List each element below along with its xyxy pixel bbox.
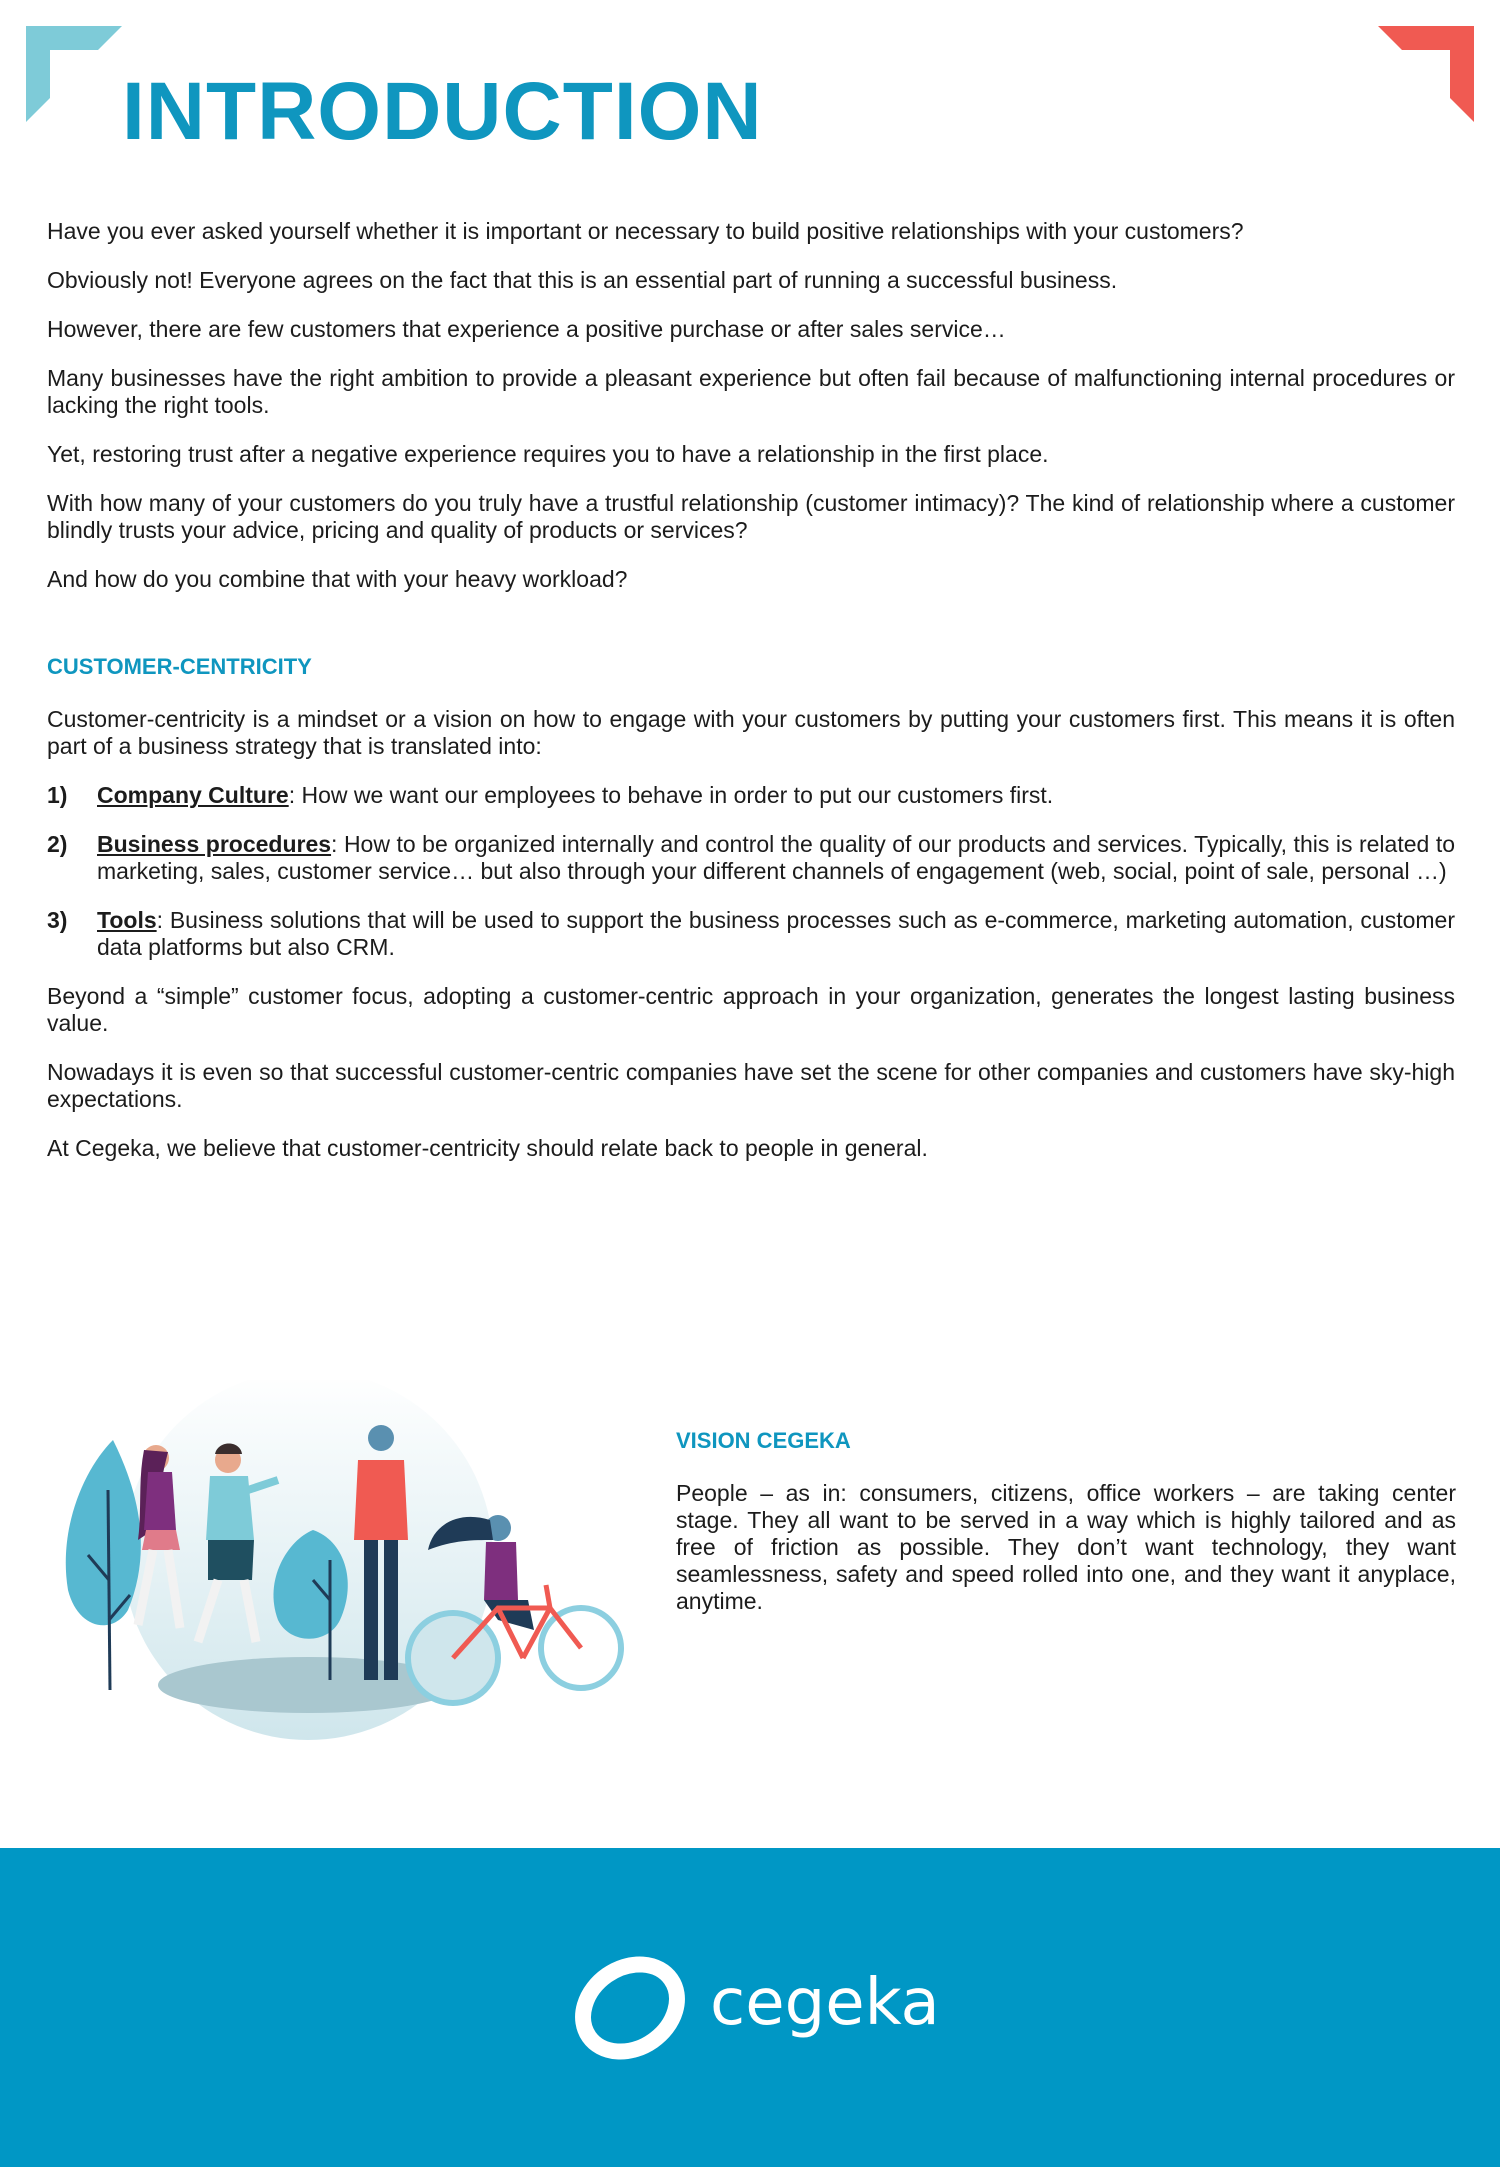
list-item-title: Company Culture: [97, 782, 289, 808]
intro-paragraph: Have you ever asked yourself whether it is important or necessary to build positive relationships with your customers?: [47, 218, 1244, 244]
list-item-title: Tools: [97, 907, 157, 933]
vision-text: People – as in: consumers, citizens, office workers – are taking center stage. They all want to be served in a way which is highly tailored and as free of friction as possible. They don’t want technology, they want seamlessness, safety and speed rolled into one, and they want it anyplace, anytime.: [676, 1480, 1456, 1614]
people-illustration: [58, 1380, 628, 1740]
list-item: [47, 907, 1455, 961]
list-item-text: : Business solutions that will be used to support the business processes such as e-commerce, marketing automation, customer data platforms but also CRM.: [97, 907, 1455, 960]
vision-section: [676, 1428, 1456, 1615]
cegeka-logo: [570, 1948, 940, 2068]
footer-band: [0, 1848, 1500, 2167]
cegeka-logo-text: cegeka: [710, 1966, 940, 2040]
customer-centricity-lead: Customer-centricity is a mindset or a vision on how to engage with your customers by putting your customers first. This means it is often part of a business strategy that is translated into:: [47, 706, 1455, 759]
intro-paragraph: However, there are few customers that experience a positive purchase or after sales service…: [47, 316, 1006, 342]
customer-centricity-paragraph: Beyond a “simple” customer focus, adopting a customer-centric approach in your organization, generates the longest lasting business value.: [47, 983, 1455, 1036]
intro-paragraph: With how many of your customers do you truly have a trustful relationship (customer intimacy)? The kind of relationship where a customer blindly trusts your advice, pricing and quality of products or services?: [47, 490, 1455, 543]
intro-paragraph: Many businesses have the right ambition to provide a pleasant experience but often fail because of malfunctioning internal procedures or lacking the right tools.: [47, 365, 1455, 418]
list-item: [47, 782, 1455, 809]
intro-paragraph: Yet, restoring trust after a negative experience requires you to have a relationship in the first place.: [47, 441, 1049, 467]
main-content: [47, 218, 1455, 1162]
list-item-text: : How we want our employees to behave in order to put our customers first.: [288, 782, 1054, 808]
list-item-number: 1): [47, 782, 68, 808]
cegeka-swirl-icon: [570, 1948, 690, 2068]
list-item-title: Business procedures: [97, 831, 332, 857]
customer-centricity-paragraph: Nowadays it is even so that successful customer-centric companies have set the scene for other companies and customers have sky-high expectations.: [47, 1059, 1455, 1112]
intro-paragraph: And how do you combine that with your heavy workload?: [47, 566, 628, 592]
page-title: INTRODUCTION: [122, 66, 763, 157]
list-item-text: : How to be organized internally and control the quality of our products and services. Typically, this is related to marketing, sales, customer service… but also through your different channels of engagement (web, social, point of sale, personal …): [97, 831, 1455, 884]
corner-decoration-left: [26, 26, 122, 122]
corner-decoration-right: [1378, 26, 1474, 122]
vision-heading: VISION CEGEKA: [676, 1428, 851, 1453]
list-item: [47, 831, 1455, 885]
standing-man-head: [368, 1425, 394, 1451]
list-item-number: 2): [47, 831, 68, 857]
customer-centricity-paragraph: At Cegeka, we believe that customer-centricity should relate back to people in general.: [47, 1135, 928, 1161]
intro-paragraph: Obviously not! Everyone agrees on the fact that this is an essential part of running a successful business.: [47, 267, 1118, 293]
strategy-list: [47, 782, 1455, 961]
list-item-number: 3): [47, 907, 68, 933]
customer-centricity-heading: CUSTOMER-CENTRICITY: [47, 654, 312, 679]
